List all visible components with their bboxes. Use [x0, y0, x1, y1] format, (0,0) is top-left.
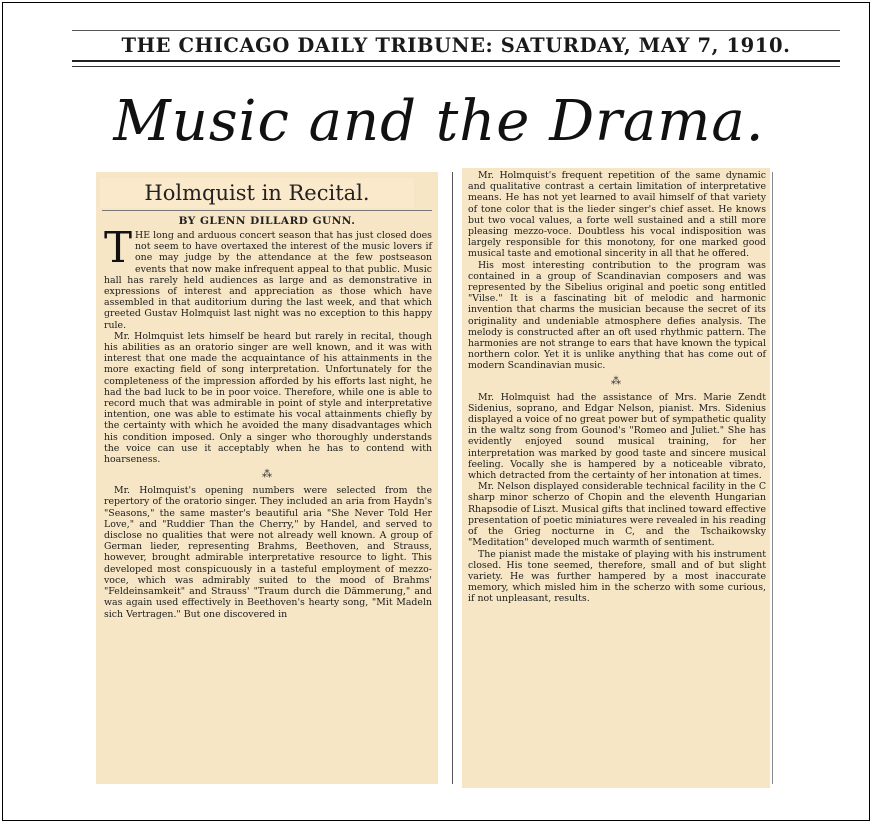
masthead-rule-thin [72, 66, 840, 67]
drop-cap: T [104, 223, 133, 272]
article-column-right [462, 168, 770, 788]
masthead-rule-top [72, 30, 840, 31]
article-headline: Holmquist in Recital. [100, 178, 414, 208]
section-ornament-icon: ⁂ [262, 469, 272, 481]
paragraph-text: HE long and arduous concert season that has just closed does not seem to have overtaxed the interest of the music lovers if one may judge by the attendance at the few postseason events that now make infrequent appeal to that public. Music hall has rarely held audiences as large and as demonstrative in expressions of interest and appreciation as those which have assembled in that auditorium during the last week, and that which greeted Gustav Holmquist last night was no exception to this happy rule. [104, 230, 432, 331]
paragraph: The pianist made the mistake of playing with his instrument closed. His tone seemed, therefore, small and of but slight variety. He was further hampered by a most inaccurate memory, which misled him in the scherzo with some curious, if not unpleasant, results. [468, 548, 766, 605]
column-separator [452, 172, 453, 784]
paragraph [96, 223, 438, 331]
column-edge [772, 172, 773, 784]
paragraph: Mr. Nelson displayed considerable technical facility in the C sharp minor scherzo of Chopin and the eleventh Hungarian Rhapsodie of Liszt. Musical gifts that inclined toward effective presentation of poetic miniatures were revealed in his reading of the Grieg nocturne in C, and the Tschaikowsky "Meditation" developed much warmth of sentiment. [468, 481, 766, 549]
paragraph: Mr. Holmquist lets himself be heard but rarely in recital, though his abilities as an oratorio singer are well known, and it was with interest that one made the acquaintance of his attainments in the more exacting field of song interpretation. Unfortunately for the completeness of the impression afforded by his efforts last night, he had the bad luck to be in poor voice. Therefore, while one is able to record much that was admirable in point of style and interpretative intention, one was able to estimate his vocal attainments chiefly by the certainty with which he avoided the many disadvantages which his condition imposed. Only a singer who thoroughly understands the voice can use it acceptably when he has to contend with hoarseness. [104, 330, 432, 466]
paragraph: Mr. Holmquist's frequent repetition of the same dynamic and qualitative contrast a certain limitation of interpretative means. He has not yet learned to avail himself of that variety of tone color that is the lieder singer's chief asset. He knows but two vocal values, a forte well sustained and a still more pleasing mezzo-voce. Doubtless his vocal indisposition was largely responsible for this monotony, for one marked good musical taste and emotional sincerity in all that he offered. [468, 170, 766, 260]
paragraph: Mr. Holmquist's opening numbers were selected from the repertory of the oratorio singer. They included an aria from Haydn's "Seasons," the same master's beautiful aria "She Never Told Her Love," and "Ruddier Than the Cherry," by Handel, and served to disclose no qualities that were not already well known. A group of German lieder, representing Brahms, Beethoven, and Strauss, however, brought admirable interpretative resource to light. This developed most conspicuously in a tasteful employment of mezzo-voce, which was admirably suited to the mood of Brahms' "Feldeinsamkeit" and Strauss' "Traum durch die Dämmerung," and was again used effectively in Beethoven's hearty song, "Mit Madeln sich Vertragen." But one discovered in [104, 485, 432, 620]
section-ornament-icon: ⁂ [611, 375, 621, 387]
masthead-rule [72, 60, 840, 62]
article-column-left [96, 172, 438, 784]
paragraph: Mr. Holmquist had the assistance of Mrs. Marie Zendt Sidenius, soprano, and Edgar Nelson, pianist. Mrs. Sidenius displayed a voice of no great power but of sympathetic quality in the waltz song from Gounod's "Romeo and Juliet." She has evidently enjoyed sound musical training, for her interpretation was marked by good taste and sincere musical feeling. Vocally she is hampered by a noticeable vibrato, which detracted from the certainty of her intonation at times. [468, 391, 766, 482]
article-byline: BY GLENN DILLARD GUNN. [178, 215, 356, 227]
paragraph: His most interesting contribution to the program was contained in a group of Scandinavian composers and was represented by the Sibelius original and poetic song entitled "Vilse." It is a fascinating bit of melodic and harmonic invention that charms the musician because the secret of its originality and undeniable atmosphere defies analysis. The melody is constructed after an oft used rhythmic pattern. The harmonies are not strange to ears that have known the typical northern color. Yet it is unlike anything that has come out of modern Scandinavian music. [468, 259, 766, 372]
masthead-text: THE CHICAGO DAILY TRIBUNE: SATURDAY, MAY 7, 1910. [121, 34, 791, 57]
headline-rule [102, 210, 432, 211]
section-title: Music and the Drama. [113, 89, 765, 154]
masthead [72, 22, 840, 82]
